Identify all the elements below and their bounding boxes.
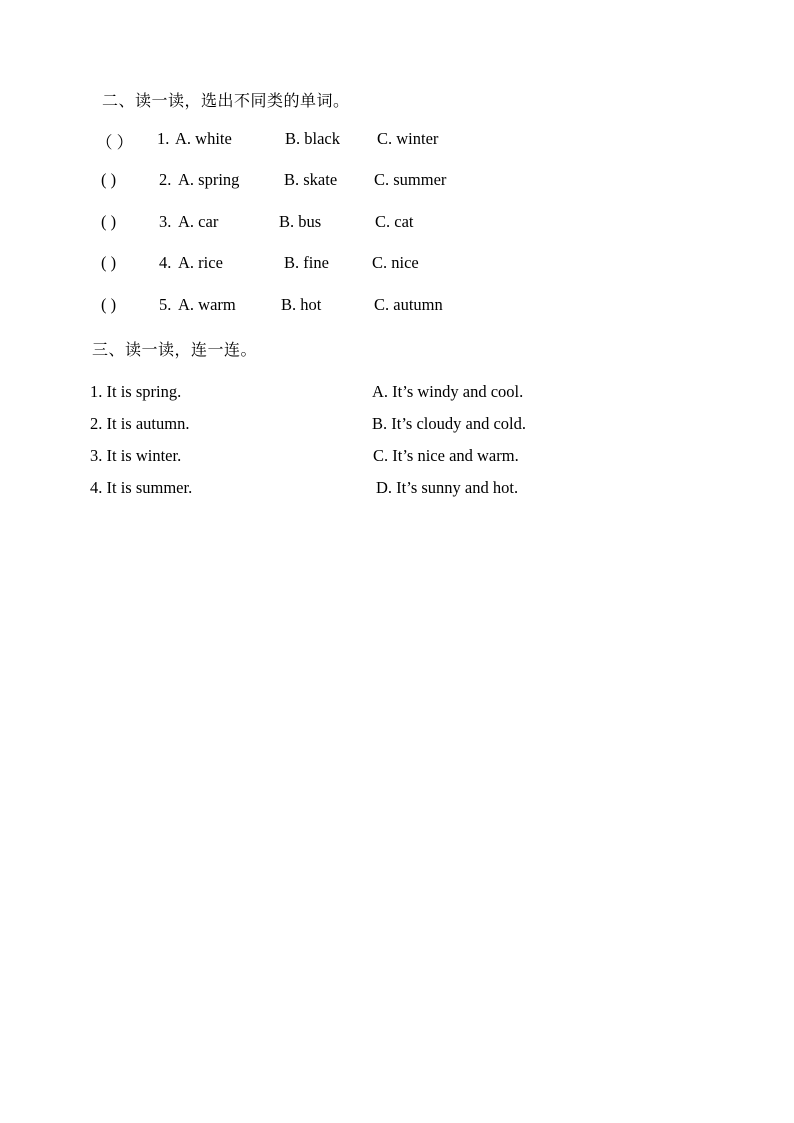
option-c: C. cat xyxy=(375,212,414,231)
question-number: 5. xyxy=(159,295,172,314)
answer-blank[interactable]: ( ) xyxy=(101,295,117,314)
question-row-3 xyxy=(0,212,794,234)
match-right-item[interactable]: B. It’s cloudy and cold. xyxy=(372,414,526,433)
option-b: B. skate xyxy=(284,170,338,189)
option-a: A. car xyxy=(178,212,219,231)
question-number: 3. xyxy=(159,212,172,231)
question-number: 1. xyxy=(157,129,170,148)
option-c: C. winter xyxy=(377,129,439,148)
match-left-item[interactable]: 2. It is autumn. xyxy=(90,414,190,433)
option-b: B. hot xyxy=(281,295,322,314)
question-number: 2. xyxy=(159,170,172,189)
option-a: A. white xyxy=(175,129,232,148)
option-c: C. summer xyxy=(374,170,447,189)
match-left-item[interactable]: 3. It is winter. xyxy=(90,446,182,465)
question-number: 4. xyxy=(159,253,172,272)
match-row-2 xyxy=(0,414,794,436)
option-a: A. warm xyxy=(178,295,236,314)
match-row-4 xyxy=(0,478,794,500)
option-b: B. fine xyxy=(284,253,329,272)
option-c: C. autumn xyxy=(374,295,443,314)
answer-blank[interactable]: ( ) xyxy=(101,170,117,189)
answer-blank[interactable]: （ ） xyxy=(96,133,134,152)
match-left-item[interactable]: 4. It is summer. xyxy=(90,478,193,497)
question-row-5 xyxy=(0,295,794,317)
section-two-title: 二、读一读，选出不同类的单词。 xyxy=(102,91,350,110)
match-right-item[interactable]: A. It’s windy and cool. xyxy=(372,382,524,401)
match-row-1 xyxy=(0,382,794,404)
option-a: A. spring xyxy=(178,170,240,189)
match-right-item[interactable]: C. It’s nice and warm. xyxy=(373,446,519,465)
option-c: C. nice xyxy=(372,253,419,272)
option-b: B. black xyxy=(285,129,340,148)
question-row-4 xyxy=(0,253,794,275)
answer-blank[interactable]: ( ) xyxy=(101,212,117,231)
match-row-3 xyxy=(0,446,794,468)
option-b: B. bus xyxy=(279,212,322,231)
question-row-2 xyxy=(0,170,794,192)
answer-blank[interactable]: ( ) xyxy=(101,253,117,272)
match-left-item[interactable]: 1. It is spring. xyxy=(90,382,182,401)
option-a: A. rice xyxy=(178,253,223,272)
match-right-item[interactable]: D. It’s sunny and hot. xyxy=(376,478,519,497)
section-three-title: 三、读一读，连一连。 xyxy=(92,340,258,359)
question-row-1 xyxy=(0,129,794,151)
